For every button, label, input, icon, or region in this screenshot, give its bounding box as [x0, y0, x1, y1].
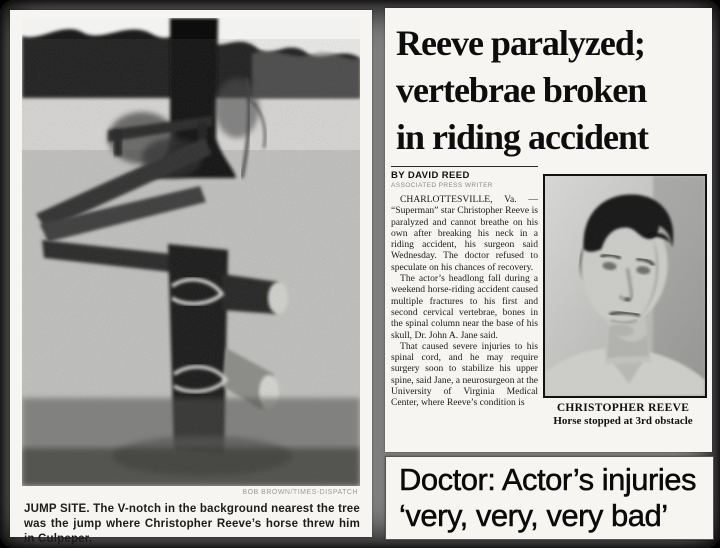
article-clipping: [385, 8, 712, 452]
headline-line-3: in riding accident: [396, 117, 649, 157]
reeve-caption-name: CHRISTOPHER REEVE: [556, 402, 690, 414]
caption-text: The V-notch in the background nearest the tree was the jump where Christopher Reeve’s horse threw him in Culpeper.: [24, 503, 360, 545]
article-body: [391, 194, 538, 409]
jump-site-photo: [22, 18, 360, 486]
quote-headline-line-2: ‘very, very, very bad’: [399, 498, 668, 533]
caption-lead: JUMP SITE.: [24, 503, 90, 515]
byline: BY DAVID REED: [391, 170, 470, 181]
byline-title: ASSOCIATED PRESS WRITER: [391, 182, 493, 189]
doctor-quote-clipping: [385, 456, 714, 540]
jump-site-clipping: [10, 10, 372, 545]
article-paragraph: CHARLOTTESVILLE, Va. — “Superman” star Christopher Reeve is paralyzed and cannot breathe on his own after breaking his neck in a riding accident, his surgeon said Wednesday. The doctor refused to speculate on his chances of recovery.: [391, 194, 538, 273]
reeve-portrait-graphic: [545, 176, 705, 396]
article-paragraph: The actor’s headlong fall during a weekend horse-riding accident caused multiple fractures to his first and second cervical vertebrae, bones in the spinal column near the base of his skull, Dr. John A. Jane said.: [391, 273, 538, 341]
photo-credit: BOB BROWN/TIMES-DISPATCH: [242, 489, 358, 496]
quote-headline-line-1: Doctor: Actor’s injuries: [399, 462, 696, 497]
reeve-portrait-photo: [543, 174, 707, 398]
photo-caption: [24, 502, 360, 547]
reeve-caption-sub: Horse stopped at 3rd obstacle: [553, 415, 693, 427]
reeve-photo-caption: [535, 402, 711, 427]
article-paragraph: That caused severe injuries to his spinal cord, and he may require surgery soon to stabilize his upper spine, said Jane, a neurosurgeon at the University of Virginia Medical Center, where Reeve’s condition is: [391, 340, 538, 409]
headline-line-1: Reeve paralyzed;: [396, 23, 645, 63]
headline-line-2: vertebrae broken: [396, 70, 647, 110]
fence-scene-graphic: [22, 18, 360, 486]
byline-block: [391, 166, 538, 189]
article-headline: [396, 20, 706, 161]
